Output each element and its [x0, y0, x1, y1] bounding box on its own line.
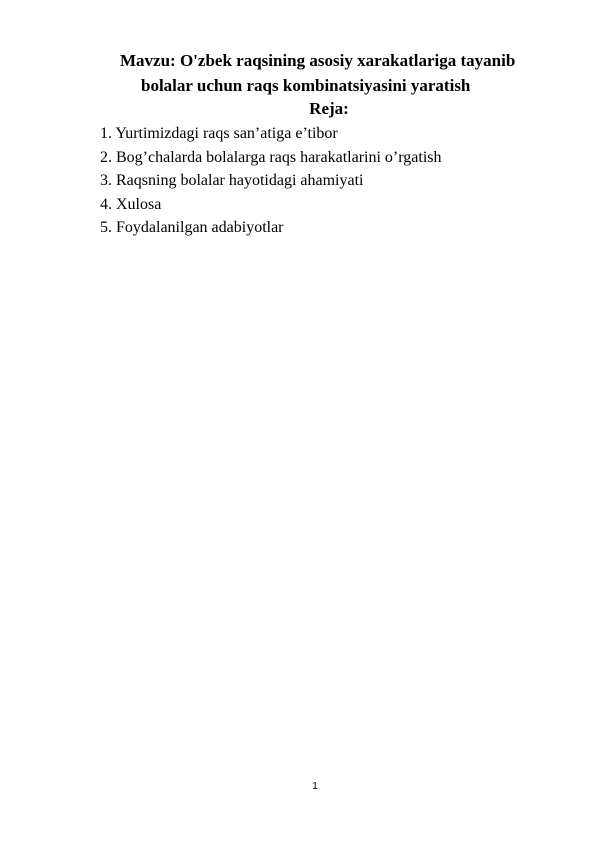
- title-line-1: Mavzu: O'zbek raqsining asosiy xarakatlariga tayanib: [120, 51, 516, 70]
- plan-item: 2. Bog’chalarda bolalarga raqs harakatlarini o’rgatish: [100, 148, 442, 166]
- page-number: 1: [312, 781, 318, 792]
- plan-item: 5. Foydalanilgan adabiyotlar: [100, 219, 284, 236]
- plan-item: 3. Raqsning bolalar hayotidagi ahamiyati: [100, 172, 364, 189]
- plan-list: [100, 122, 442, 240]
- title-line-2: bolalar uchun raqs kombinatsiyasini yaratish: [141, 76, 471, 95]
- plan-item: 4. Xulosa: [100, 195, 162, 213]
- plan-heading: Reja:: [309, 99, 349, 118]
- plan-item: 1. Yurtimizdagi raqs san’atiga e’tibor: [100, 125, 338, 142]
